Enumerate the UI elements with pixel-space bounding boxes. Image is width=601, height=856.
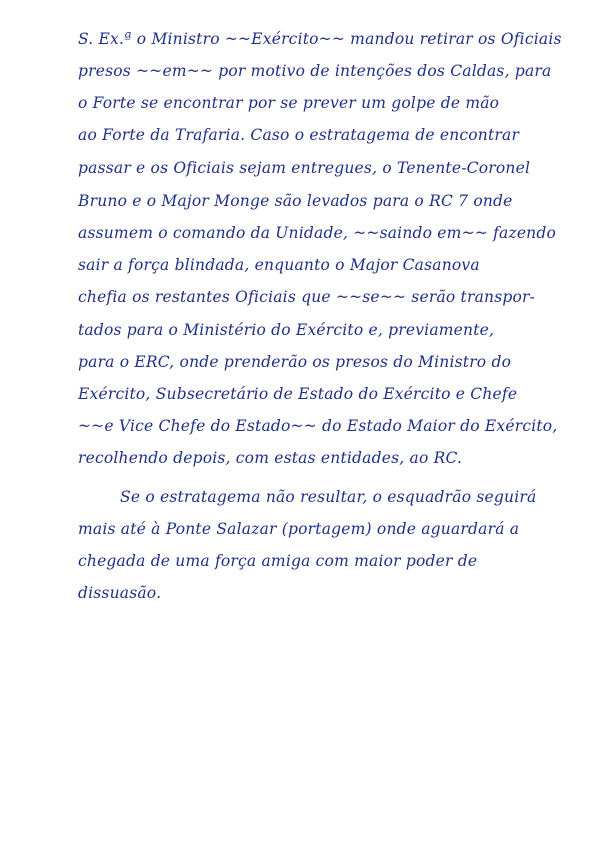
handwritten-line: Se o estratagema não resultar, o esquadrão seguirá (120, 488, 537, 506)
handwritten-line: para o ERC, onde prenderão os presos do Ministro do (78, 353, 512, 371)
handwritten-line: mais até à Ponte Salazar (portagem) onde aguardará a (78, 520, 520, 538)
handwritten-line: sair a força blindada, enquanto o Major Casanova (78, 256, 480, 274)
handwritten-line: assumem o comando da Unidade, ~~saindo em~~ fazendo (78, 224, 557, 242)
handwritten-line: presos ~~em~~ por motivo de intenções dos Caldas, para (78, 62, 552, 80)
handwritten-line: recolhendo depois, com estas entidades, ao RC. (78, 449, 463, 467)
handwritten-line: chegada de uma força amiga com maior poder de (78, 552, 478, 570)
handwritten-line: dissuasão. (78, 584, 162, 602)
handwritten-line: ao Forte da Trafaria. Caso o estratagema de encontrar (78, 126, 520, 144)
handwritten-line: passar e os Oficiais sejam entregues, o Tenente-Coronel (78, 159, 531, 177)
handwritten-line: tados para o Ministério do Exército e, previamente, (78, 321, 495, 339)
handwritten-line: ~~e Vice Chefe do Estado~~ do Estado Maior do Exército, (78, 417, 558, 435)
handwritten-line: Exército, Subsecretário de Estado do Exército e Chefe (78, 385, 518, 403)
handwritten-line: chefia os restantes Oficiais que ~~se~~ serão transpor- (78, 288, 536, 306)
handwritten-line: S. Ex.ª o Ministro ~~Exército~~ mandou retirar os Oficiais (78, 30, 562, 48)
handwritten-line: Bruno e o Major Monge são levados para o RC 7 onde (78, 192, 513, 210)
handwritten-line: o Forte se encontrar por se prever um golpe de mão (78, 94, 500, 112)
